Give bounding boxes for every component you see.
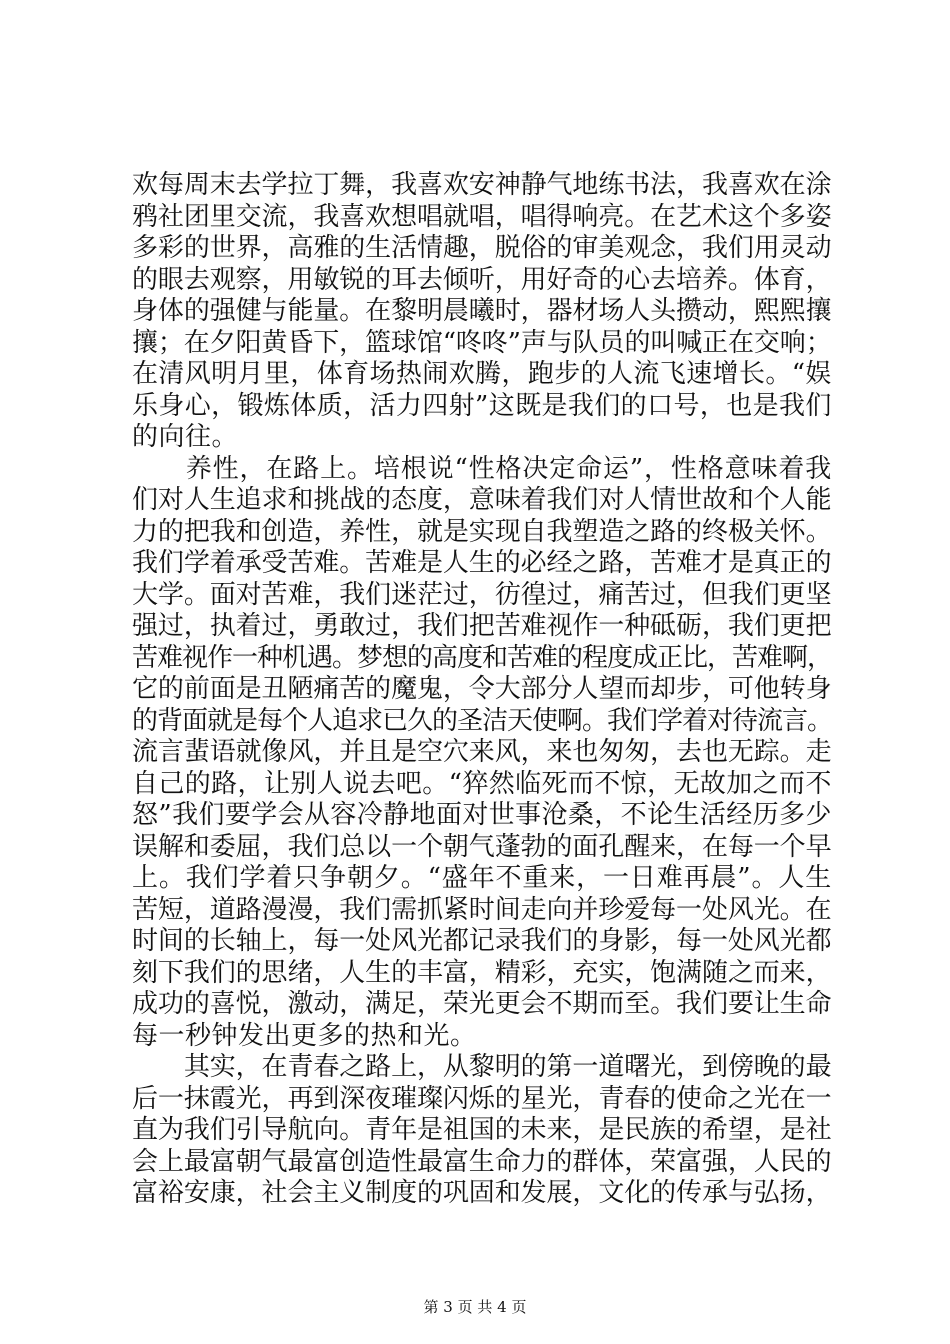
text-line: 成功的喜悦，激动，满足，荣光更会不期而至。我们要让生命 bbox=[132, 989, 832, 1019]
text-line: 刻下我们的思绪，人生的丰富，精彩，充实，饱满随之而来， bbox=[132, 957, 832, 988]
text-line: 多彩的世界，高雅的生活情趣，脱俗的审美观念，我们用灵动 bbox=[132, 233, 832, 263]
text-line: 流言蜚语就像风，并且是空穴来风，来也匆匆，去也无踪。走 bbox=[132, 737, 832, 767]
text-line: 们对人生追求和挑战的态度，意味着我们对人情世故和个人能 bbox=[132, 485, 832, 515]
text-line: 直为我们引导航向。青年是祖国的未来，是民族的希望，是社 bbox=[132, 1115, 832, 1145]
text-line: 误解和委屈，我们总以一个朝气蓬勃的面孔醒来，在每一个早 bbox=[132, 831, 832, 862]
text-line: 上。我们学着只争朝夕。“盛年不重来，一日难再晨”。人生 bbox=[132, 863, 833, 893]
text-line: 苦难视作一种机遇。梦想的高度和苦难的程度成正比，苦难啊， bbox=[132, 642, 833, 673]
text-line: 的向往。 bbox=[132, 422, 239, 452]
text-line: 大学。面对苦难，我们迷茫过，彷徨过，痛苦过，但我们更坚 bbox=[132, 579, 832, 610]
text-line: 欢每周末去学拉丁舞，我喜欢安神静气地练书法，我喜欢在涂 bbox=[132, 170, 832, 200]
text-line: 攘；在夕阳黄昏下，篮球馆“咚咚”声与队员的叫喊正在交响； bbox=[132, 327, 832, 358]
text-line: 身体的强健与能量。在黎明晨曦时，器材场人头攒动，熙熙攘 bbox=[132, 296, 832, 326]
text-line: 它的前面是丑陋痛苦的魔鬼，令大部分人望而却步，可他转身 bbox=[132, 674, 832, 704]
text-line: 的眼去观察，用敏锐的耳去倾听，用好奇的心去培养。体育， bbox=[132, 264, 832, 295]
body-text bbox=[132, 170, 832, 1210]
text-line: 力的把我和创造，养性，就是实现自我塑造之路的终极关怀。 bbox=[132, 516, 832, 547]
text-line: 每一秒钟发出更多的热和光。 bbox=[132, 1020, 477, 1051]
text-line: 其实，在青春之路上，从黎明的第一道曙光，到傍晚的最 bbox=[132, 1052, 832, 1082]
text-line: 富裕安康，社会主义制度的巩固和发展，文化的传承与弘扬， bbox=[132, 1178, 832, 1208]
text-line: 强过，执着过，勇敢过，我们把苦难视作一种砥砺，我们更把 bbox=[132, 611, 832, 641]
text-line: 怒”我们要学会从容冷静地面对世事沧桑，不论生活经历多少 bbox=[132, 800, 832, 830]
text-line: 后一抹霞光，再到深夜璀璨闪烁的星光，青春的使命之光在一 bbox=[132, 1083, 832, 1114]
text-line: 会上最富朝气最富创造性最富生命力的群体，荣富强，人民的 bbox=[132, 1146, 832, 1177]
text-line: 养性，在路上。培根说“性格决定命运”，性格意味着我 bbox=[132, 453, 833, 484]
page-footer: 第 3 页 共 4 页 bbox=[423, 1298, 527, 1316]
text-line: 自己的路，让别人说去吧。“猝然临死而不惊，无故加之而不 bbox=[132, 768, 832, 799]
text-line: 我们学着承受苦难。苦难是人生的必经之路，苦难才是真正的 bbox=[132, 548, 832, 578]
text-line: 在清风明月里，体育场热闹欢腾，跑步的人流飞速增长。“娱 bbox=[132, 359, 832, 389]
text-line: 苦短，道路漫漫，我们需抓紧时间走向并珍爱每一处风光。在 bbox=[132, 894, 832, 925]
text-line: 时间的长轴上，每一处风光都记录我们的身影，每一处风光都 bbox=[132, 926, 832, 956]
text-line: 鸦社团里交流，我喜欢想唱就唱，唱得响亮。在艺术这个多姿 bbox=[132, 201, 832, 232]
text-line: 的背面就是每个人追求已久的圣洁天使啊。我们学着对待流言。 bbox=[132, 705, 833, 736]
text-line: 乐身心，锻炼体质，活力四射”这既是我们的口号，也是我们 bbox=[132, 390, 832, 421]
